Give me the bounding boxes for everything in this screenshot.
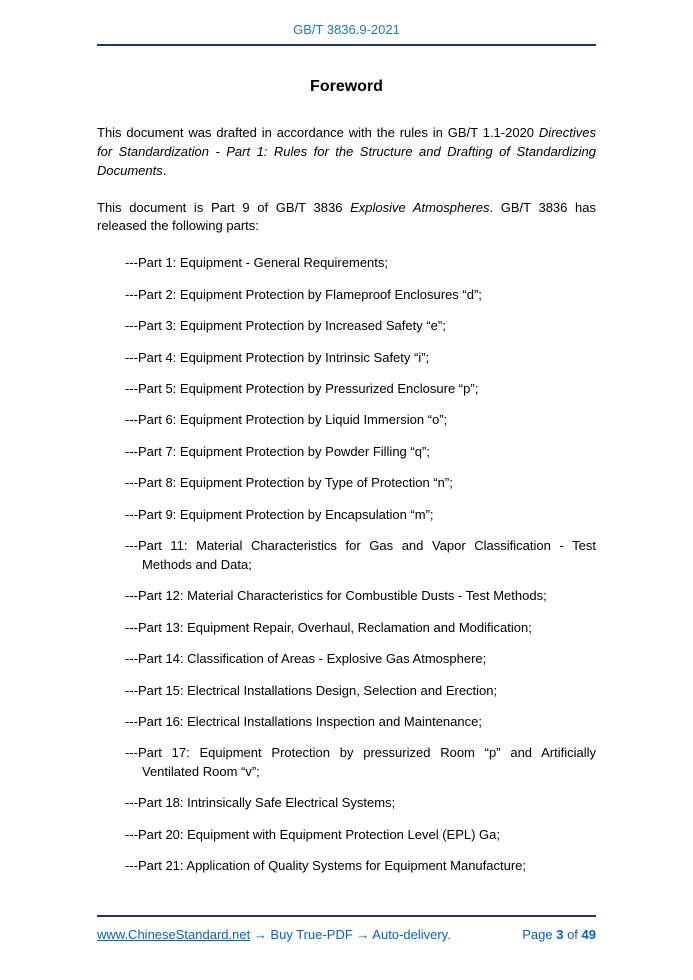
paragraph-italic-text: Explosive Atmospheres (350, 199, 490, 215)
paragraph-text: . GB/T 3836 has released the following parts: (97, 199, 596, 234)
list-item: ---Part 9: Equipment Protection by Encapsulation “m”; (125, 506, 434, 522)
footer-left (97, 927, 451, 942)
list-item: ---Part 18: Intrinsically Safe Electrical Systems; (125, 795, 396, 811)
list-item: ---Part 12: Material Characteristics for Combustible Dusts - Test Methods; (125, 588, 547, 604)
list-item: ---Part 3: Equipment Protection by Increased Safety “e”; (125, 318, 446, 334)
page-current: 3 (556, 927, 564, 942)
intro-paragraph-2 (97, 199, 596, 237)
list-item: ---Part 5: Equipment Protection by Pressurized Enclosure “p”; (125, 381, 479, 397)
list-item: ---Part 17: Equipment Protection by pressurized Room “p” and Artificially Ventilated Room “v”; (125, 745, 596, 779)
doc-number: GB/T 3836.9-2021 (293, 22, 400, 37)
list-item: ---Part 15: Electrical Installations Design, Selection and Erection; (125, 682, 498, 698)
page-total: 49 (581, 927, 596, 942)
page-title: Foreword (310, 78, 383, 95)
parts-list (97, 254, 596, 876)
page-indicator (522, 927, 596, 942)
header-divider (97, 44, 596, 46)
list-item: ---Part 20: Equipment with Equipment Protection Level (EPL) Ga; (125, 826, 501, 842)
paragraph-text: This document was drafted in accordance with the rules in GB/T 1.1-2020 (97, 125, 539, 140)
footer-link[interactable]: www.ChineseStandard.net (97, 927, 251, 942)
list-item: ---Part 13: Equipment Repair, Overhaul, Reclamation and Modification; (125, 619, 532, 635)
list-item: ---Part 4: Equipment Protection by Intrinsic Safety “i”; (125, 349, 430, 365)
list-item: ---Part 14: Classification of Areas - Explosive Gas Atmosphere; (125, 651, 487, 667)
list-item: ---Part 8: Equipment Protection by Type of Protection “n”; (125, 475, 453, 491)
intro-paragraph-1 (97, 124, 596, 181)
list-item: ---Part 6: Equipment Protection by Liquid Immersion “o”; (125, 412, 448, 428)
list-item: ---Part 2: Equipment Protection by Flameproof Enclosures “d”; (125, 286, 482, 302)
list-item: ---Part 1: Equipment - General Requirements; (125, 255, 388, 271)
list-item: ---Part 11: Material Characteristics for Gas and Vapor Classification - Test Methods and Data; (125, 538, 596, 572)
paragraph-text: This document is Part 9 of GB/T 3836 (97, 199, 351, 215)
list-item: ---Part 16: Electrical Installations Inspection and Maintenance; (125, 714, 482, 730)
list-item: ---Part 7: Equipment Protection by Powder Filling “q”; (125, 443, 430, 459)
footer-tagline: → Buy True-PDF → Auto-delivery. (250, 927, 451, 942)
page-footer (97, 915, 596, 942)
list-item: ---Part 21: Application of Quality Systems for Equipment Manufacture; (125, 858, 527, 874)
paragraph-italic-text: Directives for Standardization - Part 1: Rules for the Structure and Drafting of Standardizing Documents (97, 125, 596, 178)
paragraph-text: . (162, 162, 167, 178)
page-of: of (563, 927, 582, 942)
page-label: Page (522, 927, 557, 942)
